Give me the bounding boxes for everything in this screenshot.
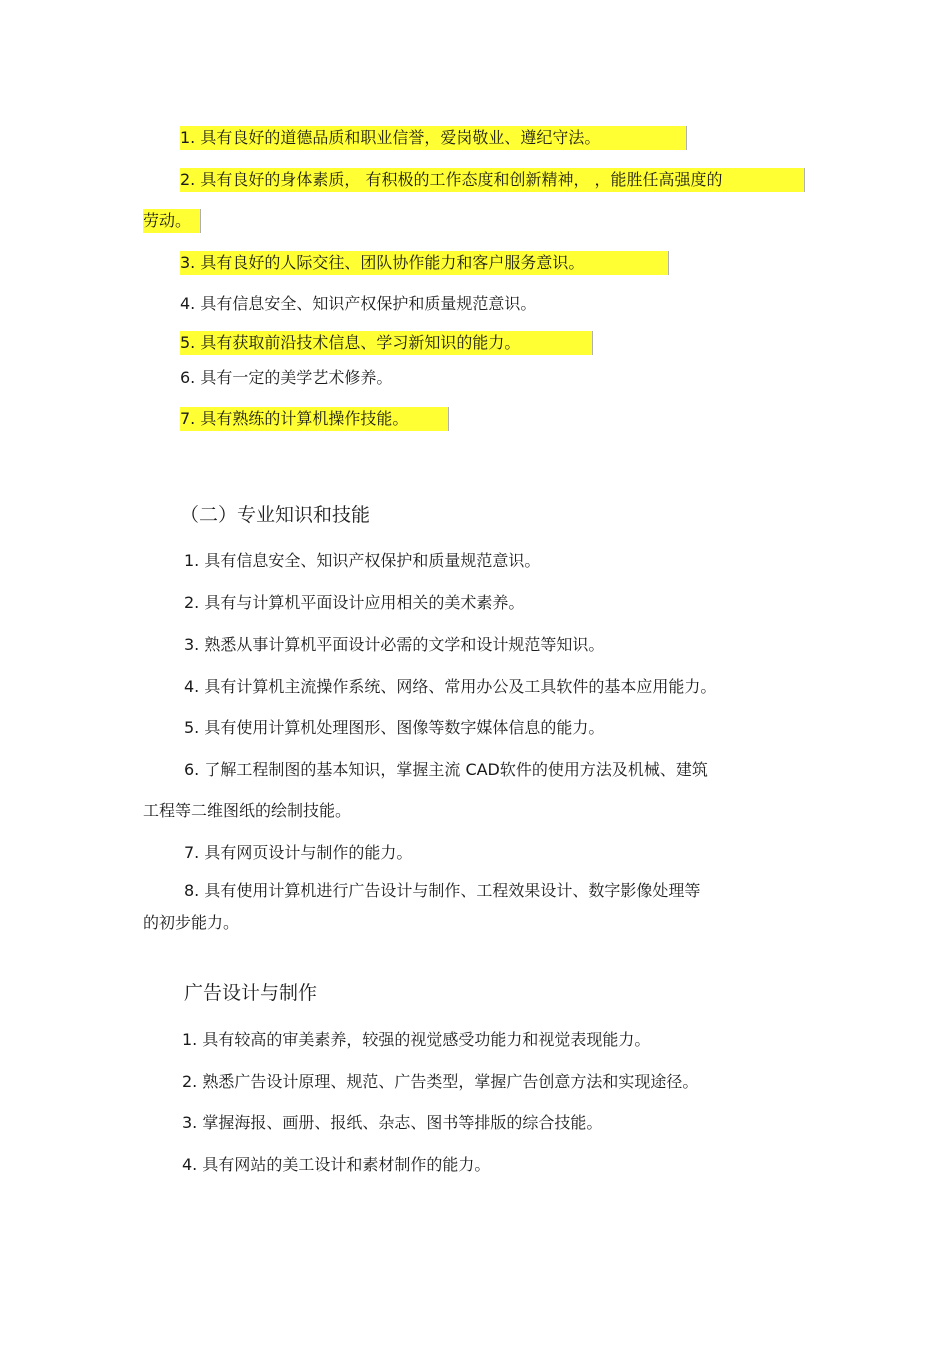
skill-item-3: 3. 熟悉从事计算机平面设计必需的文学和设计规范等知识。 [184,635,605,654]
skill-item-8: 8. 具有使用计算机进行广告设计与制作、工程效果设计、数字影像处理等 [184,881,701,900]
quality-item-4: 4. 具有信息安全、知识产权保护和质量规范意识。 [180,294,537,313]
skill-item-5: 5. 具有使用计算机处理图形、图像等数字媒体信息的能力。 [184,718,605,737]
quality-item-6: 6. 具有一定的美学艺术修养。 [180,368,393,387]
skill-item-8-continuation: 的初步能力。 [143,913,240,932]
skill-item-6: 6. 了解工程制图的基本知识，掌握主流 CAD软件的使用方法及机械、建筑 [184,760,708,779]
quality-item-3: 3. 具有良好的人际交往、团队协作能力和客户服务意识。 [180,251,669,275]
skill-item-1: 1. 具有信息安全、知识产权保护和质量规范意识。 [184,551,541,570]
section-heading-advertising: 广告设计与制作 [184,982,318,1004]
ad-item-1: 1. 具有较高的审美素养，较强的视觉感受功能力和视觉表现能力。 [182,1030,651,1049]
skill-item-2: 2. 具有与计算机平面设计应用相关的美术素养。 [184,593,525,612]
quality-item-2-continuation: 劳动。 [143,209,201,233]
quality-item-1: 1. 具有良好的道德品质和职业信誉，爱岗敬业、遵纪守法。 [180,126,687,150]
quality-item-7: 7. 具有熟练的计算机操作技能。 [180,407,449,431]
quality-item-2: 2. 具有良好的身体素质， 有积极的工作态度和创新精神， ，能胜任高强度的 [180,168,805,192]
ad-item-3: 3. 掌握海报、画册、报纸、杂志、图书等排版的综合技能。 [182,1113,603,1132]
skill-item-7: 7. 具有网页设计与制作的能力。 [184,843,413,862]
ad-item-2: 2. 熟悉广告设计原理、规范、广告类型，掌握广告创意方法和实现途径。 [182,1072,699,1091]
section-heading-professional-skills: （二）专业知识和技能 [180,504,371,526]
skill-item-6-continuation: 工程等二维图纸的绘制技能。 [143,801,352,820]
skill-item-4: 4. 具有计算机主流操作系统、网络、常用办公及工具软件的基本应用能力。 [184,677,717,696]
ad-item-4: 4. 具有网站的美工设计和素材制作的能力。 [182,1155,491,1174]
quality-item-5: 5. 具有获取前沿技术信息、学习新知识的能力。 [180,331,593,355]
